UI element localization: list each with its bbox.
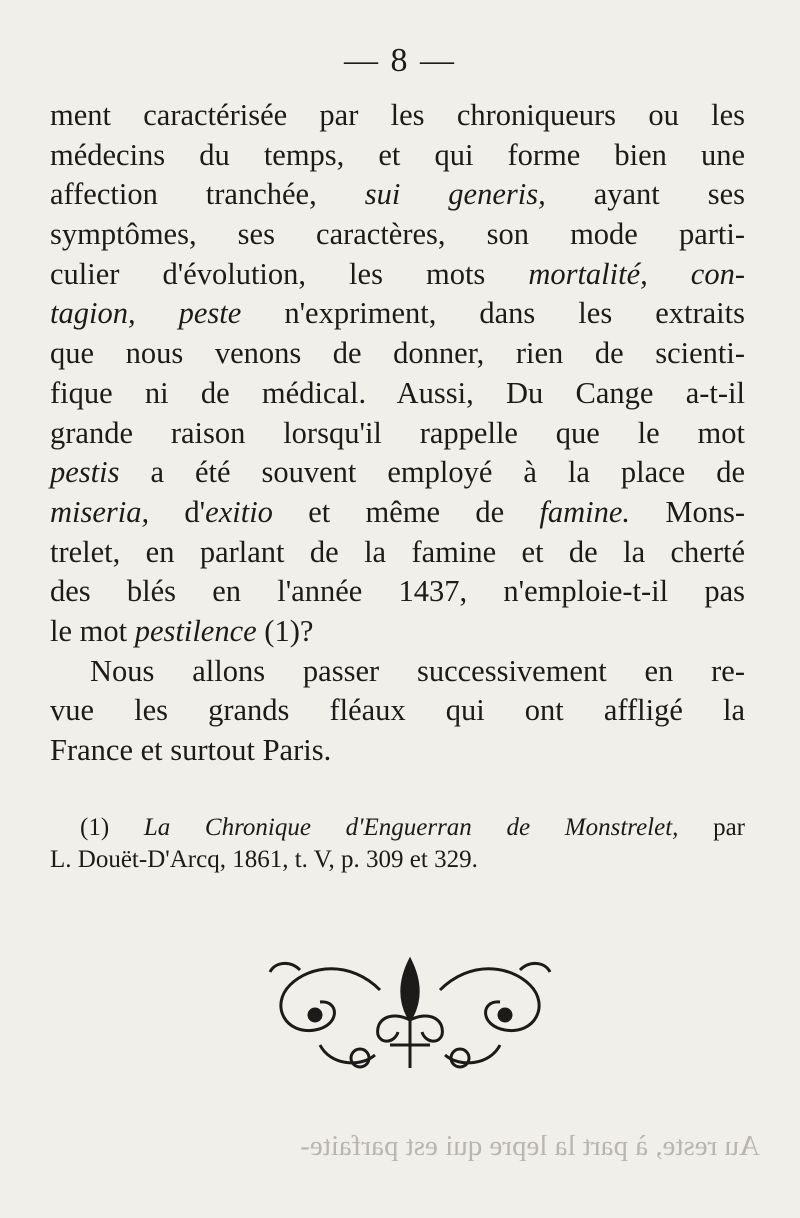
body-text-segment: symptômes, ses caractères, son mode parti- — [50, 217, 745, 252]
body-text-segment: pestilence — [134, 613, 257, 648]
footnote-text-segment: L. Douët-D'Arcq, 1861, t. V, p. 309 et 329. — [50, 846, 478, 873]
body-text-segment: affection tranchée, — [50, 177, 365, 212]
body-text-segment: et même de — [272, 494, 540, 529]
body-text-segment: vue les grands fléaux qui ont affligé la — [50, 693, 745, 728]
body-line — [50, 731, 745, 771]
body-text-segment: miseria, — [50, 494, 150, 529]
body-text-segment: grande raison lorsqu'il rappelle que le mot — [50, 415, 745, 450]
body-text-segment: fique ni de médical. Aussi, Du Cange a-t-il — [50, 375, 745, 410]
body-text-segment: médecins du temps, et qui forme bien une — [50, 137, 745, 172]
body-text-segment: trelet, en parlant de la famine et de la cherté — [50, 534, 745, 569]
page-number: — 8 — — [344, 42, 456, 79]
body-text-segment: Nous allons passer successivement en re- — [90, 653, 745, 688]
body-text-segment: sui generis, — [364, 177, 546, 212]
body-text-segment: pestis — [50, 455, 120, 490]
body-text-segment: d' — [149, 494, 206, 529]
footnote — [50, 812, 745, 876]
body-text-segment: culier d'évolution, les mots — [50, 256, 529, 291]
footnote-line — [50, 844, 745, 876]
body-line — [50, 255, 745, 295]
body-text-segment: que nous venons de donner, rien de scienti- — [50, 336, 745, 371]
footnote-line — [50, 812, 745, 844]
body-text-segment: a été souvent employé à la place de — [119, 455, 745, 490]
body-line — [50, 493, 745, 533]
body-line — [50, 136, 745, 176]
body-text-segment: (1)? — [256, 613, 314, 648]
body-text-segment: Mons- — [630, 494, 745, 529]
body-line — [50, 652, 745, 692]
body-line — [50, 612, 745, 652]
body-line — [50, 334, 745, 374]
body-line — [50, 414, 745, 454]
body-text-segment: des blés en l'année 1437, n'emploie-t-il pas — [50, 574, 745, 609]
body-text-segment: France et surtout Paris. — [50, 733, 332, 767]
footnote-text-segment: La Chronique d'Enguerran de Monstrelet, — [143, 814, 679, 841]
body-text-segment: exitio — [205, 494, 273, 529]
body-text-segment: famine. — [539, 494, 631, 529]
body-line — [50, 533, 745, 573]
body-line — [50, 374, 745, 414]
body-text-segment: ayant ses — [545, 177, 745, 212]
body-text-segment: tagion, peste — [50, 296, 242, 331]
body-line — [50, 572, 745, 612]
body-line — [50, 215, 745, 255]
body-line — [50, 96, 745, 136]
main-text — [50, 96, 745, 771]
body-line — [50, 453, 745, 493]
body-text-segment: le mot — [50, 613, 135, 648]
body-line — [50, 294, 745, 334]
body-text-segment: n'expriment, dans les extraits — [241, 296, 745, 331]
body-line — [50, 691, 745, 731]
body-text-segment: mortalité, con- — [528, 256, 745, 291]
bleed-through-text: Au reste, à part la lepre qui est parfaite- — [300, 1130, 760, 1162]
body-text-segment: ment caractérisée par les chroniqueurs ou les — [50, 98, 745, 132]
footnote-text-segment: par — [678, 814, 746, 841]
fleur-de-lis-ornament-icon — [260, 950, 560, 1075]
footnote-text-segment: (1) — [80, 814, 144, 841]
body-line — [50, 175, 745, 215]
